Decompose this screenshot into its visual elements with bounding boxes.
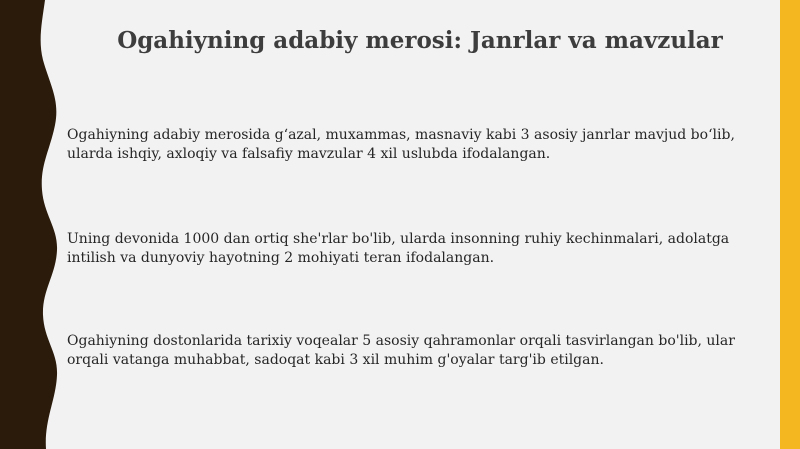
paragraph-genres: Ogahiyning adabiy merosida g‘azal, muxammas, masnaviy kabi 3 asosiy janrlar mavjud bo‘lib, ularda ishqiy, axloqiy va falsafiy mavzular 4 xil uslubda ifodalangan. bbox=[67, 127, 735, 162]
right-accent-bar bbox=[780, 0, 800, 449]
paragraph-devon: Uning devonida 1000 dan ortiq she'rlar bo'lib, ularda insonning ruhiy kechinmalari, adolatga intilish va dunyoviy hayotning 2 mohiyati teran ifodalangan. bbox=[67, 231, 730, 266]
slide-title: Ogahiyning adabiy merosi: Janrlar va mavzular bbox=[117, 27, 723, 54]
wavy-side-shape bbox=[0, 0, 57, 449]
paragraph-epics: Ogahiyning dostonlarida tarixiy voqealar 5 asosiy qahramonlar orqali tasvirlangan bo'lib, ular orqali vatanga muhabbat, sadoqat kabi 3 xil muhim g'oyalar targ'ib etilgan. bbox=[67, 333, 735, 368]
wavy-side-decoration bbox=[0, 0, 70, 449]
